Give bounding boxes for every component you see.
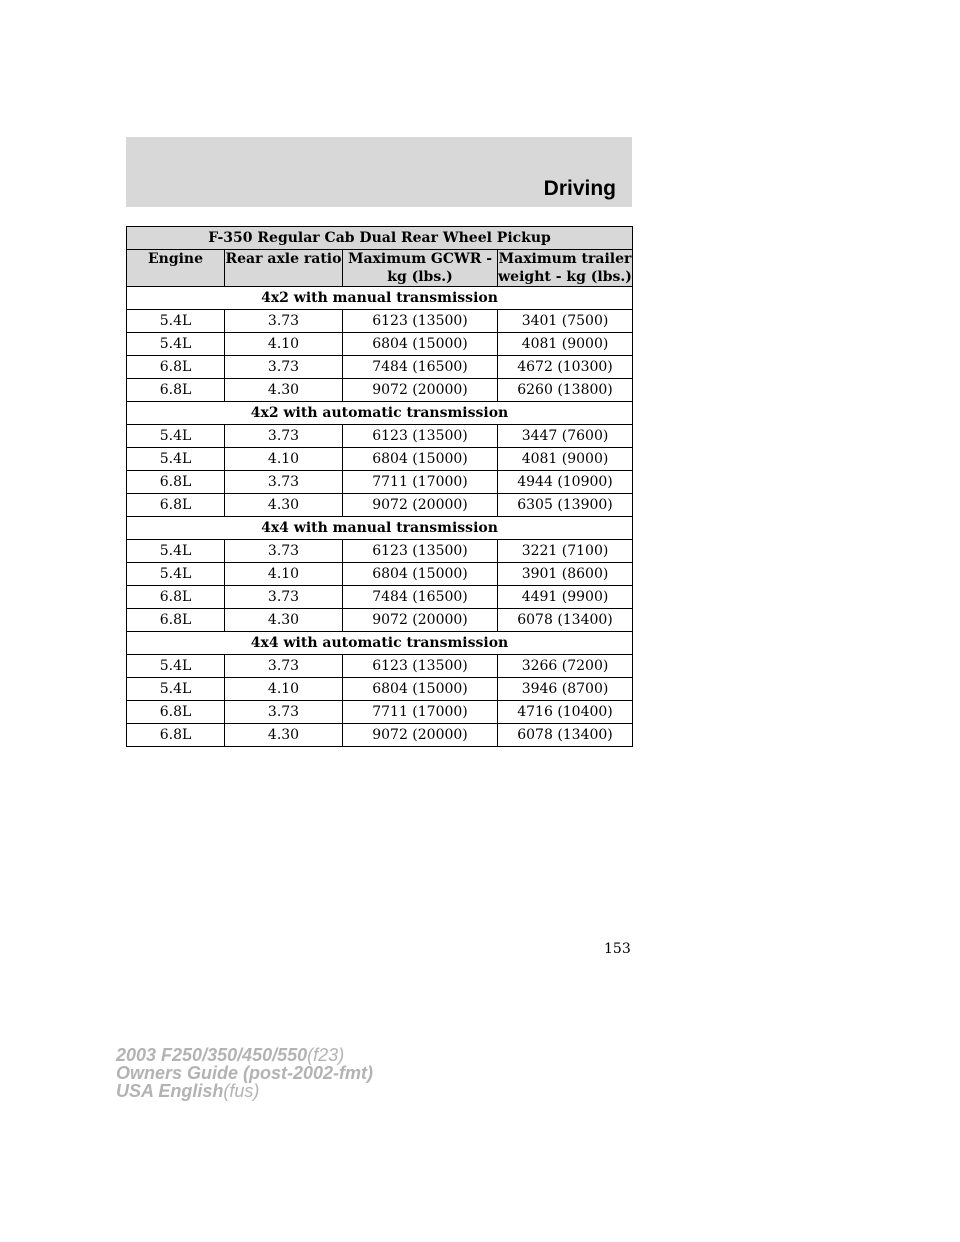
trailer-weight-cell: 4081 (9000)	[498, 448, 633, 471]
engine-cell: 6.8L	[127, 724, 225, 747]
gcwr-cell: 7711 (17000)	[343, 701, 498, 724]
gcwr-cell: 6804 (15000)	[343, 678, 498, 701]
gcwr-cell: 7711 (17000)	[343, 471, 498, 494]
column-header-maximum-trailer-weight: Maximum trailer weight - kg (lbs.)	[498, 251, 632, 285]
axle-ratio-cell: 4.10	[225, 448, 343, 471]
trailer-weight-cell: 4491 (9900)	[498, 586, 633, 609]
engine-cell: 6.8L	[127, 379, 225, 402]
group-header-row	[127, 517, 633, 540]
axle-ratio-cell: 4.30	[225, 609, 343, 632]
engine-cell: 5.4L	[127, 333, 225, 356]
column-header-maximum-gcwr: Maximum GCWR - kg (lbs.)	[343, 250, 498, 287]
trailer-weight-cell: 4081 (9000)	[498, 333, 633, 356]
gcwr-cell: 6123 (13500)	[343, 655, 498, 678]
engine-cell: 5.4L	[127, 655, 225, 678]
engine-cell: 6.8L	[127, 471, 225, 494]
footer-language: USA English	[116, 1081, 224, 1101]
trailer-weight-cell: 6305 (13900)	[498, 494, 633, 517]
trailer-weight-cell: 3901 (8600)	[498, 563, 633, 586]
table-row	[127, 333, 633, 356]
trailer-weight-cell: 3447 (7600)	[498, 425, 633, 448]
footer-line-language	[116, 1082, 373, 1100]
axle-ratio-cell: 3.73	[225, 425, 343, 448]
table-row	[127, 563, 633, 586]
table-row	[127, 655, 633, 678]
trailer-weight-cell: 6260 (13800)	[498, 379, 633, 402]
engine-cell: 5.4L	[127, 563, 225, 586]
table-row	[127, 586, 633, 609]
page-number: 153	[604, 941, 631, 957]
group-header-row	[127, 287, 633, 310]
table-row	[127, 678, 633, 701]
trailer-weight-cell: 4944 (10900)	[498, 471, 633, 494]
gcwr-cell: 6804 (15000)	[343, 448, 498, 471]
engine-cell: 6.8L	[127, 356, 225, 379]
section-title: Driving	[543, 177, 616, 200]
axle-ratio-cell: 4.30	[225, 494, 343, 517]
axle-ratio-cell: 4.30	[225, 379, 343, 402]
axle-ratio-cell: 4.10	[225, 563, 343, 586]
table-row	[127, 724, 633, 747]
gcwr-cell: 9072 (20000)	[343, 379, 498, 402]
table-title-row	[127, 227, 633, 250]
gcwr-cell: 9072 (20000)	[343, 609, 498, 632]
table-row	[127, 701, 633, 724]
gcwr-cell: 6123 (13500)	[343, 425, 498, 448]
trailer-weight-cell: 3401 (7500)	[498, 310, 633, 333]
axle-ratio-cell: 3.73	[225, 586, 343, 609]
table-row	[127, 425, 633, 448]
engine-cell: 6.8L	[127, 701, 225, 724]
table-header-row	[127, 250, 633, 287]
axle-ratio-cell: 4.10	[225, 678, 343, 701]
footer-model: 2003 F250/350/450/550	[116, 1045, 308, 1065]
engine-cell: 5.4L	[127, 448, 225, 471]
footer-guide: Owners Guide (post-2002-fmt)	[116, 1063, 374, 1083]
trailer-weight-cell: 4716 (10400)	[498, 701, 633, 724]
trailer-weight-cell: 3221 (7100)	[498, 540, 633, 563]
trailer-weight-cell: 3946 (8700)	[498, 678, 633, 701]
gcwr-cell: 9072 (20000)	[343, 494, 498, 517]
axle-ratio-cell: 3.73	[225, 310, 343, 333]
document-footer	[116, 1046, 373, 1100]
engine-cell: 6.8L	[127, 609, 225, 632]
group-label: 4x4 with automatic transmission	[127, 632, 633, 655]
engine-cell: 6.8L	[127, 494, 225, 517]
gcwr-cell: 7484 (16500)	[343, 586, 498, 609]
group-header-row	[127, 402, 633, 425]
table-row	[127, 448, 633, 471]
engine-cell: 5.4L	[127, 678, 225, 701]
table-title: F-350 Regular Cab Dual Rear Wheel Pickup	[127, 227, 633, 250]
column-header-engine: Engine	[127, 250, 225, 287]
group-header-row	[127, 632, 633, 655]
trailer-weight-cell: 6078 (13400)	[498, 609, 633, 632]
section-header	[126, 137, 632, 207]
footer-model-code: (f23)	[307, 1045, 345, 1065]
footer-line-guide	[116, 1064, 373, 1082]
group-label: 4x4 with manual transmission	[127, 517, 633, 540]
axle-ratio-cell: 3.73	[225, 540, 343, 563]
axle-ratio-cell: 3.73	[225, 471, 343, 494]
gcwr-cell: 6123 (13500)	[343, 540, 498, 563]
trailer-weight-cell: 6078 (13400)	[498, 724, 633, 747]
table-row	[127, 379, 633, 402]
table-row	[127, 540, 633, 563]
table-row	[127, 471, 633, 494]
towing-spec-table	[126, 226, 633, 747]
gcwr-cell: 6804 (15000)	[343, 333, 498, 356]
gcwr-cell: 9072 (20000)	[343, 724, 498, 747]
table-row	[127, 609, 633, 632]
table-row	[127, 310, 633, 333]
engine-cell: 5.4L	[127, 540, 225, 563]
engine-cell: 6.8L	[127, 586, 225, 609]
footer-line-model	[116, 1046, 373, 1064]
gcwr-cell: 6123 (13500)	[343, 310, 498, 333]
axle-ratio-cell: 4.30	[225, 724, 343, 747]
axle-ratio-cell: 3.73	[225, 701, 343, 724]
group-label: 4x2 with automatic transmission	[127, 402, 633, 425]
axle-ratio-cell: 3.73	[225, 356, 343, 379]
gcwr-cell: 6804 (15000)	[343, 563, 498, 586]
column-header-rear-axle-ratio: Rear axle ratio	[225, 250, 343, 287]
axle-ratio-cell: 4.10	[225, 333, 343, 356]
table-row	[127, 356, 633, 379]
table-row	[127, 494, 633, 517]
engine-cell: 5.4L	[127, 425, 225, 448]
axle-ratio-cell: 3.73	[225, 655, 343, 678]
trailer-weight-cell: 4672 (10300)	[498, 356, 633, 379]
trailer-weight-cell: 3266 (7200)	[498, 655, 633, 678]
footer-language-code: (fus)	[223, 1081, 260, 1101]
group-label: 4x2 with manual transmission	[127, 287, 633, 310]
gcwr-cell: 7484 (16500)	[343, 356, 498, 379]
engine-cell: 5.4L	[127, 310, 225, 333]
